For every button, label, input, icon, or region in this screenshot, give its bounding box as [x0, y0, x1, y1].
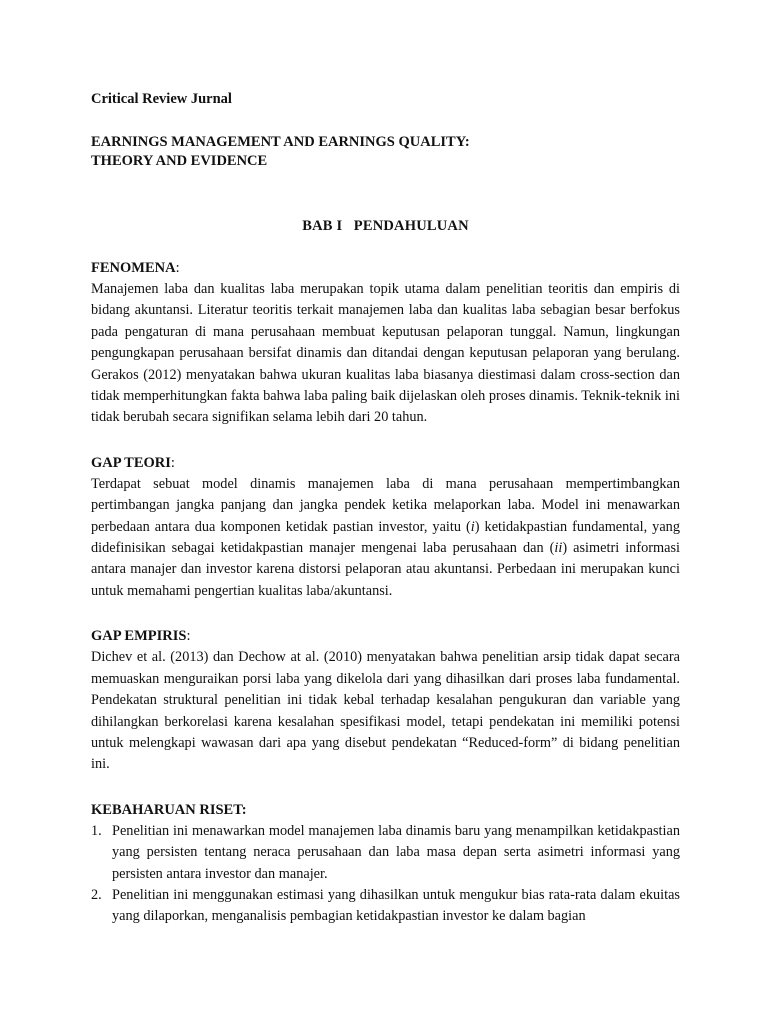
- paragraph-gap-teori: [91, 474, 680, 602]
- paragraph-gap-teori-part-b: ) ketidakpastian fundamental, yang didefinisikan sebagai ketidakpastian manajer mengenai laba perusahaan dan (: [91, 518, 680, 557]
- section-heading-fenomena-text: FENOMENA: [91, 260, 176, 276]
- section-heading-gap-empiris-text: GAP EMPIRIS: [91, 628, 187, 645]
- document-label: Critical Review Jurnal: [91, 91, 232, 107]
- heading-colon: :: [175, 260, 180, 276]
- section-heading-gap-teori-text: GAP TEORI: [91, 454, 171, 471]
- list-item-text: Penelitian ini menawarkan model manajemen laba dinamis baru yang menampilkan ketidakpastian yang persisten tentang neraca perusahaan dan laba masa depan serta asimetri informasi yang persisten antara investor dan manajer.: [112, 822, 680, 882]
- chapter-heading-text: BAB I PENDAHULUAN: [302, 218, 469, 234]
- section-heading-fenomena: [91, 258, 680, 278]
- paragraph-fenomena: Manajemen laba dan kualitas laba merupakan topik utama dalam penelitian teoritis dan empiris di bidang akuntansi. Literatur teoritis terkait manajemen laba dan kualitas laba sebagian besar berfokus pada pengaturan di mana perusahaan membuat keputusan pelaporan tunggal. Namun, lingkungan pengungkapan perusahaan bersifat dinamis dan ditandai dengan keputusan pelaporan yang berulang. Gerakos (2012) menyatakan bahwa ukuran kualitas laba biasanya diestimasi dalam cross-section dan tidak memperhitungkan fakta bahwa laba paling baik dijelaskan oleh proses dinamis. Teknik-teknik ini tidak berubah secara signifikan selama lebih dari 20 tahun.: [91, 281, 680, 426]
- section-heading-gap-empiris: [91, 626, 680, 646]
- article-title-line-1: EARNINGS MANAGEMENT AND EARNINGS QUALITY:: [91, 134, 470, 150]
- italic-marker-i: i: [470, 518, 475, 535]
- paragraph-gap-teori-part-a: Terdapat sebuat model dinamis manajemen laba di mana perusahaan mempertimbangkan pertimbangan jangka panjang dan jangka pendek ketika melaporkan laba. Model ini menawarkan perbedaan antara dua komponen ketidak pastian investor, yaitu (: [91, 475, 680, 535]
- novelty-list: [91, 821, 680, 928]
- article-title-line-2: THEORY AND EVIDENCE: [91, 153, 268, 169]
- section-heading-gap-teori: [91, 453, 680, 473]
- heading-colon: :: [186, 628, 191, 645]
- article-title: [91, 133, 680, 171]
- list-item: [91, 885, 680, 928]
- list-item: [91, 821, 680, 885]
- paragraph-gap-empiris: Dichev et al. (2013) dan Dechow at al. (2010) menyatakan bahwa penelitian arsip tidak dapat secara memuaskan menguraikan porsi laba yang dikelola dari yang dihasilkan dari proses laba fundamental. Pendekatan struktural penelitian ini tidak kebal terhadap kesalahan pengukuran dan variable yang dihilangkan berkorelasi karena kesalahan spesifikasi model, tetapi pendekatan ini memiliki potensi untuk melengkapi wawasan dari apa yang disebut pendekatan “Reduced-form” di bidang penelitian ini.: [91, 649, 680, 773]
- list-item-text: Penelitian ini menggunakan estimasi yang dihasilkan untuk mengukur bias rata-rata dalam ekuitas yang dilaporkan, menganalisis pembagian ketidakpastian investor ke dalam bagian: [112, 886, 680, 925]
- paragraph-gap-teori-part-c: ) asimetri informasi antara manajer dan investor karena distorsi pelaporan atau akuntansi. Perbedaan ini merupakan kunci untuk memahami pengertian kualitas laba/akuntansi.: [91, 540, 680, 599]
- heading-colon: :: [170, 454, 175, 471]
- list-item-number: 1.: [91, 822, 102, 839]
- section-heading-kebaharuan-riset: KEBAHARUAN RISET:: [91, 801, 247, 818]
- italic-marker-ii: ii: [554, 540, 563, 557]
- list-item-number: 2.: [91, 886, 102, 903]
- chapter-heading: [91, 216, 680, 236]
